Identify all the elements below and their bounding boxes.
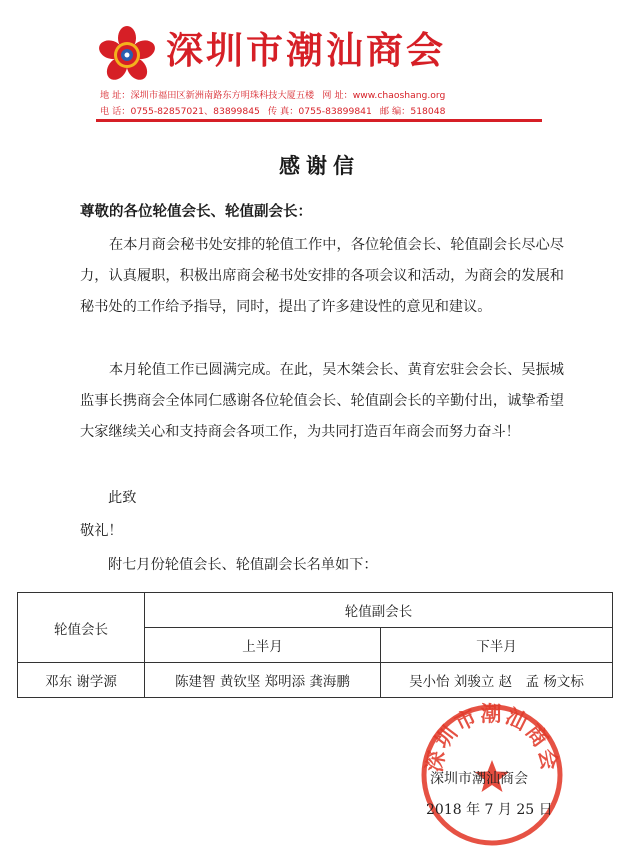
- contact-line-2: [100, 103, 445, 117]
- postcode: 518048: [410, 106, 446, 117]
- closing-cizhi: 此致: [108, 490, 137, 506]
- signature-org: 深圳市潮汕商会: [430, 771, 528, 787]
- chamber-logo-icon: [98, 26, 156, 84]
- salutation: 尊敬的各位轮值会长、轮值副会长：: [80, 203, 312, 220]
- signature-date: 2018 年 7 月 25 日: [426, 802, 553, 818]
- table-row: [18, 663, 613, 698]
- roster-table: [17, 592, 613, 698]
- second-half-names: 吴小怡 刘骏立 赵 孟 杨文标: [381, 663, 613, 698]
- header-vice: 轮值副会长: [145, 593, 613, 628]
- address-label: 地 址：: [100, 90, 131, 101]
- postcode-label: 邮 编：: [379, 106, 411, 117]
- phone: 0755-82857021、83899845: [130, 106, 260, 117]
- attachment-intro: 附七月份轮值会长、轮值副会长名单如下：: [108, 557, 378, 573]
- phone-label: 电 话：: [100, 106, 131, 117]
- closing-jingli: 敬礼！: [80, 523, 123, 539]
- paragraph-1: 在本月商会秘书处安排的轮值工作中，各位轮值会长、轮值副会长尽心尽力，认真履职，积极出席商会秘书处安排的各项会议和活动，为商会的发展和秘书处的工作给予指导，同时，提出了许多建设性的意见和建议。: [80, 237, 564, 315]
- address: 深圳市福田区新洲南路东方明珠科技大厦五楼: [130, 90, 315, 101]
- svg-text:深圳市潮汕商会: 深圳市潮汕商会: [422, 701, 562, 774]
- letter-title: 感谢信: [279, 154, 360, 178]
- header-first-half: 上半月: [145, 628, 381, 663]
- fax-label: 传 真：: [267, 106, 299, 117]
- paragraph-2: 本月轮值工作已圆满完成。在此，吴木桀会长、黄育宏驻会会长、吴振城监事长携商会全体同仁感谢各位轮值会长、轮值副会长的辛勤付出，诚挚希望大家继续关心和支持商会各项工作，为共同打造百年商会而努力奋斗！: [80, 362, 564, 440]
- header-divider: [96, 119, 542, 122]
- website-label: 网 址：: [322, 90, 353, 101]
- header-chair: 轮值会长: [18, 593, 145, 663]
- first-half-names: 陈建智 黄钦坚 郑明添 龚海鹏: [145, 663, 381, 698]
- chairs-cell: 邓东 谢学源: [18, 663, 145, 698]
- website: www.chaoshang.org: [352, 90, 446, 101]
- letterhead: [0, 0, 639, 130]
- fax: 0755-83899841: [298, 106, 372, 117]
- org-name: 深圳市潮汕商会: [166, 29, 446, 72]
- header-second-half: 下半月: [381, 628, 613, 663]
- table-row: [18, 593, 613, 628]
- contact-line-1: [100, 87, 445, 101]
